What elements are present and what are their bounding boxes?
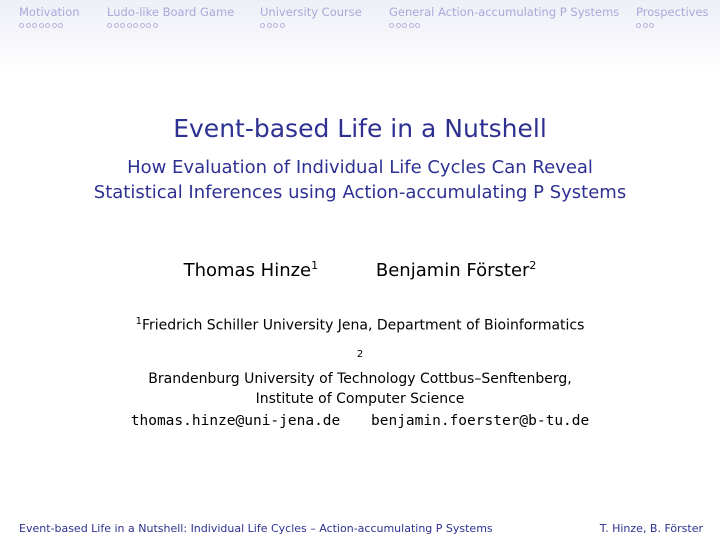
nav-section-prospectives[interactable] <box>636 5 709 28</box>
nav-slide-dots <box>389 23 619 28</box>
presentation-subtitle <box>0 155 720 205</box>
affiliation-text: Friedrich Schiller University Jena, Department of Bioinformatics <box>141 317 585 334</box>
slide-dot[interactable] <box>153 23 158 28</box>
nav-section-label[interactable]: University Course <box>260 5 362 19</box>
slide-dot[interactable] <box>127 23 132 28</box>
slide-dot[interactable] <box>649 23 654 28</box>
presentation-title: Event-based Life in a Nutshell <box>173 114 547 143</box>
slide-dot[interactable] <box>146 23 151 28</box>
slide-dot[interactable] <box>32 23 37 28</box>
slide-footer <box>0 520 720 541</box>
slide-dot[interactable] <box>107 23 112 28</box>
author-name: Benjamin Förster <box>375 260 530 281</box>
email-list <box>0 413 720 429</box>
slide-dot[interactable] <box>114 23 119 28</box>
slide-dot[interactable] <box>273 23 278 28</box>
nav-section-ludo-like-board-game[interactable] <box>107 5 234 28</box>
author-list <box>0 259 720 281</box>
footer-title: Event-based Life in a Nutshell: Individual Life Cycles – Action-accumulating P Systems <box>19 522 493 535</box>
affiliation-mark: 2 <box>356 349 364 360</box>
nav-slide-dots <box>107 23 234 28</box>
affiliation-line-2: Institute of Computer Science <box>255 390 465 407</box>
nav-section-university-course[interactable] <box>260 5 362 28</box>
nav-slide-dots <box>19 23 80 28</box>
affiliation-2 <box>0 345 720 409</box>
slide-dot[interactable] <box>45 23 50 28</box>
nav-section-label[interactable]: Ludo-like Board Game <box>107 5 235 19</box>
affiliation-mark: 2 <box>529 259 537 272</box>
slide-dot[interactable] <box>19 23 24 28</box>
subtitle-line-2: Statistical Inferences using Action-accumulating P Systems <box>93 182 627 203</box>
slide-dot[interactable] <box>643 23 648 28</box>
slide-dot[interactable] <box>636 23 641 28</box>
slide-dot[interactable] <box>389 23 394 28</box>
section-navigation-bar <box>0 0 720 70</box>
slide-dot[interactable] <box>52 23 57 28</box>
email-foerster[interactable]: benjamin.foerster@b-tu.de <box>371 413 590 429</box>
slide-dot[interactable] <box>39 23 44 28</box>
slide-dot[interactable] <box>133 23 138 28</box>
slide-dot[interactable] <box>140 23 145 28</box>
slide-dot[interactable] <box>58 23 63 28</box>
nav-slide-dots <box>260 23 362 28</box>
nav-section-general-action-accumulating-p-systems[interactable] <box>389 5 619 28</box>
slide-dot[interactable] <box>280 23 285 28</box>
nav-slide-dots <box>636 23 709 28</box>
author-name: Thomas Hinze <box>183 260 312 281</box>
nav-section-motivation[interactable] <box>19 5 80 28</box>
footer-authors: T. Hinze, B. Förster <box>599 522 703 535</box>
slide-dot[interactable] <box>415 23 420 28</box>
slide-dot[interactable] <box>267 23 272 28</box>
author-hinze <box>184 259 319 281</box>
subtitle-line-1: How Evaluation of Individual Life Cycles Can Reveal <box>127 157 593 178</box>
slide-dot[interactable] <box>260 23 265 28</box>
email-hinze[interactable]: thomas.hinze@uni-jena.de <box>130 413 341 429</box>
affiliation-mark: 1 <box>311 259 319 272</box>
affiliation-1 <box>0 316 720 334</box>
nav-section-label[interactable]: Prospectives <box>636 5 709 19</box>
affiliation-mark: 1 <box>135 316 142 327</box>
slide-dot[interactable] <box>26 23 31 28</box>
slide-dot[interactable] <box>409 23 414 28</box>
nav-section-label[interactable]: Motivation <box>19 5 80 19</box>
slide-dot[interactable] <box>402 23 407 28</box>
slide-dot[interactable] <box>396 23 401 28</box>
author-foerster <box>376 259 537 281</box>
slide-dot[interactable] <box>120 23 125 28</box>
affiliation-text: Brandenburg University of Technology Cottbus–Senftenberg, <box>148 370 572 387</box>
affiliation-line-1 <box>0 345 720 389</box>
nav-section-label[interactable]: General Action-accumulating P Systems <box>389 5 620 19</box>
